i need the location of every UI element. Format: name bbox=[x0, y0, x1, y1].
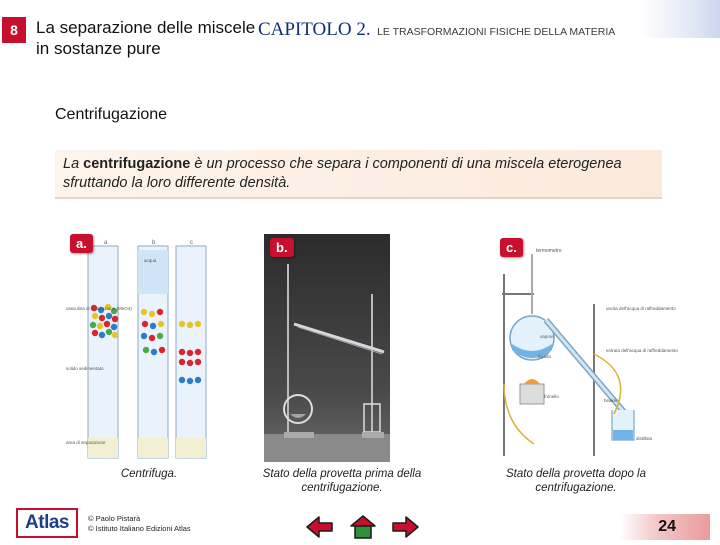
caption-b: Stato della provetta prima della centrifugazione. bbox=[262, 468, 422, 494]
annotation-liquido: liquido bbox=[538, 354, 552, 359]
tube-label-b: b bbox=[152, 240, 156, 246]
annotation-beaker: beaker bbox=[604, 398, 618, 403]
figure-tag-c: c. bbox=[500, 238, 523, 257]
next-slide-button[interactable] bbox=[390, 514, 420, 540]
annotation-area: area di separazione bbox=[66, 440, 106, 445]
chapter-subtitle: LE TRASFORMAZIONI FISICHE DELLA MATERIA bbox=[377, 26, 616, 38]
logo-text: Atlas bbox=[25, 512, 69, 533]
slide-number-badge: 8 bbox=[2, 17, 26, 43]
definition-text: è un processo che separa i componenti di una miscela eterogenea sfruttando la loro differente densità. bbox=[63, 156, 622, 191]
previous-slide-button[interactable] bbox=[305, 514, 335, 540]
annotation-termometro: termometro bbox=[536, 248, 562, 254]
tube-label-c: c bbox=[190, 240, 193, 246]
chapter-heading bbox=[258, 19, 615, 41]
definition-box bbox=[55, 150, 662, 199]
home-button[interactable] bbox=[348, 514, 378, 540]
definition-term: centrifugazione bbox=[83, 156, 191, 172]
figure-lab-photo bbox=[264, 234, 390, 462]
page-number: 24 bbox=[620, 514, 710, 540]
arrow-left-icon bbox=[305, 514, 335, 540]
annotation-acqua: acqua bbox=[144, 258, 157, 263]
chapter-label: CAPITOLO 2. bbox=[258, 19, 371, 40]
annotation-fornello: fornello bbox=[544, 394, 559, 399]
figure-tag-b: b. bbox=[270, 238, 294, 257]
centrifuge-tubes-illustration bbox=[64, 232, 224, 460]
annotation-distillato: distillato bbox=[636, 436, 653, 441]
caption-c: Stato della provetta dopo la centrifugazione. bbox=[505, 468, 647, 494]
atlas-logo bbox=[16, 508, 78, 538]
section-title: La separazione delle miscele in sostanze pure bbox=[36, 18, 256, 58]
header-corner-decoration bbox=[640, 0, 720, 38]
annotation-vasculina: vasculina di separazione (MnO4) bbox=[66, 306, 132, 311]
figure-centrifuge-tubes bbox=[64, 232, 224, 460]
credits-publisher: © Istituto Italiano Edizioni Atlas bbox=[88, 524, 191, 533]
distillation-diagram bbox=[494, 234, 678, 462]
caption-a: Centrifuga. bbox=[120, 468, 178, 480]
definition-prefix: La bbox=[63, 156, 84, 172]
home-icon bbox=[348, 514, 378, 540]
credits bbox=[88, 514, 191, 534]
distillation-photo bbox=[264, 234, 390, 462]
annotation-vapore: vapore bbox=[540, 334, 554, 339]
annotation-uscita-acqua: uscita dell'acqua di raffreddamento bbox=[606, 306, 676, 311]
annotation-solido: solido sedimentato bbox=[66, 366, 104, 371]
figure-tag-a: a. bbox=[70, 234, 93, 253]
arrow-right-icon bbox=[390, 514, 420, 540]
annotation-entrata-acqua: entrata dell'acqua di raffreddamento bbox=[606, 348, 678, 353]
tube-label-a: a bbox=[104, 240, 108, 246]
topic-heading: Centrifugazione bbox=[55, 106, 168, 123]
credits-author: © Paolo Pistarà bbox=[88, 514, 141, 523]
figure-distillation-diagram bbox=[494, 234, 678, 462]
